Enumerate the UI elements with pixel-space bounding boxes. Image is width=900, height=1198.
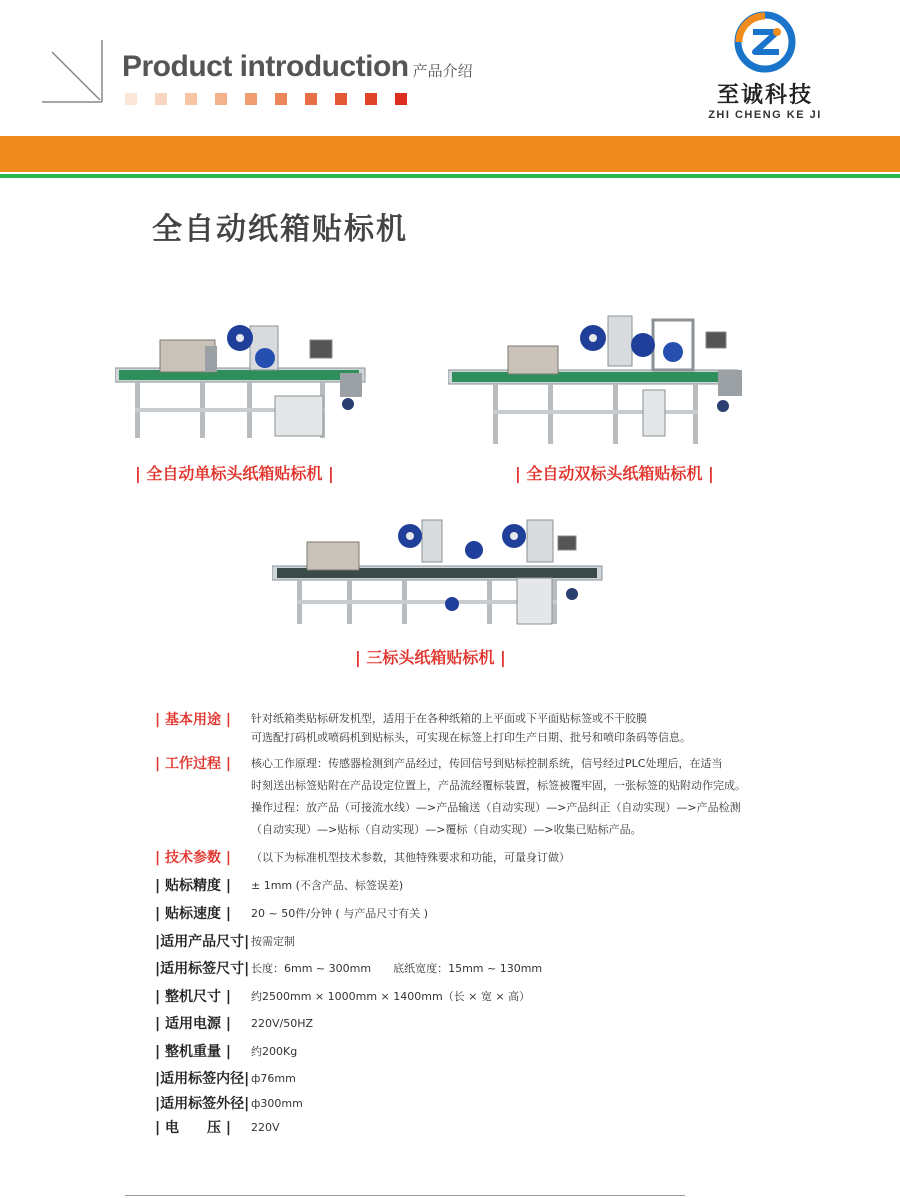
spec-value: 20 ~ 50件/分钟 ( 与产品尺寸有关 ) [251, 907, 428, 920]
spec-line: 针对纸箱类贴标研发机型，适用于在各种纸箱的上平面或下平面贴标签或不干胶膜 [251, 712, 647, 725]
spec-value: 按需定制 [251, 935, 295, 948]
gradient-square [365, 93, 377, 105]
gradient-squares [125, 93, 407, 105]
spec-value [251, 753, 746, 841]
spec-line: （自动实现）—>贴标（自动实现）—>覆标（自动实现）—>收集已贴标产品。 [251, 823, 642, 836]
spec-line: 时刻送出标签贴附在产品设定位置上，产品流经覆标装置，标签被覆牢固，一张标签的贴附动作完成。 [251, 779, 746, 792]
bottom-divider [125, 1195, 685, 1196]
spec-value: ф300mm [251, 1097, 303, 1110]
spec-label: |适用标签外径| [155, 1096, 250, 1112]
spec-row [155, 1068, 855, 1090]
brand-name: 至诚科技 [716, 83, 813, 108]
spec-row [155, 1041, 855, 1063]
brand-logo [700, 10, 830, 120]
page-title: 全自动纸箱贴标机 [152, 212, 408, 247]
spec-value [251, 709, 691, 747]
spec-label: | 整机重量 | [155, 1044, 231, 1060]
spec-row [155, 903, 855, 925]
spec-value [251, 958, 542, 980]
gradient-square [395, 93, 407, 105]
spec-label: | 贴标速度 | [155, 906, 231, 922]
brand-subtitle: ZHI CHENG KE JI [708, 109, 822, 121]
gradient-square [155, 93, 167, 105]
spec-label: |适用产品尺寸| [155, 934, 250, 950]
spec-value: 约2500mm × 1000mm × 1400mm（长 × 宽 × 高） [251, 990, 531, 1003]
spec-value: 220V [251, 1121, 280, 1134]
spec-label: | 工作过程 | [155, 756, 231, 772]
spec-tech [155, 847, 855, 869]
caption-double-head: | 全自动双标头纸箱贴标机 | [515, 464, 714, 483]
header-title-en: Product introduction [122, 50, 409, 83]
spec-row [155, 986, 855, 1008]
spec-row [155, 875, 855, 897]
gradient-square [275, 93, 287, 105]
spec-label: |适用标签尺寸| [155, 961, 250, 977]
spec-process [155, 753, 855, 841]
double-head-labeler-image [448, 310, 753, 450]
single-head-labeler-image [115, 318, 385, 446]
spec-row [155, 1117, 855, 1139]
spec-label: | 基本用途 | [155, 712, 231, 728]
gradient-square [185, 93, 197, 105]
green-divider [0, 174, 900, 178]
spec-line: 核心工作原理：传感器检测到产品经过，传回信号到贴标控制系统，信号经过PLC处理后，在适当 [251, 757, 723, 770]
spec-label: | 整机尺寸 | [155, 989, 231, 1005]
caption-single-head: | 全自动单标头纸箱贴标机 | [135, 464, 334, 483]
header-title [122, 50, 473, 84]
caption-triple-head: | 三标头纸箱贴标机 | [355, 648, 506, 667]
spec-label: | 技术参数 | [155, 850, 231, 866]
spec-label: | 贴标精度 | [155, 878, 231, 894]
spec-row [155, 1093, 855, 1115]
spec-value: （以下为标准机型技术参数，其他特殊要求和功能，可量身订做） [251, 851, 570, 864]
spec-value: ± 1mm (不含产品、标签误差) [251, 879, 404, 892]
spec-row [155, 958, 855, 980]
brand-logo-icon [733, 10, 797, 74]
gradient-square [245, 93, 257, 105]
spec-value: 220V/50HZ [251, 1017, 314, 1030]
spec-row [155, 931, 855, 953]
spec-row [155, 1013, 855, 1035]
gradient-square [335, 93, 347, 105]
spec-value-length: 长度：6mm ~ 300mm [251, 962, 372, 975]
spec-usage [155, 709, 855, 747]
spec-label: | 电 压 | [155, 1120, 231, 1136]
gradient-square [305, 93, 317, 105]
spec-label: | 适用电源 | [155, 1016, 231, 1032]
corner-arrow-icon [40, 40, 104, 104]
triple-head-labeler-image [272, 516, 604, 628]
spec-value: 约200Kg [251, 1045, 298, 1058]
spec-label: |适用标签内径| [155, 1071, 250, 1087]
gradient-square [215, 93, 227, 105]
spec-value-width: 底纸宽度：15mm ~ 130mm [393, 962, 543, 975]
gradient-square [125, 93, 137, 105]
header-title-cn: 产品介绍 [412, 62, 473, 80]
spec-line: 可选配打码机或喷码机到贴标头，可实现在标签上打印生产日期、批号和喷印条码等信息。 [251, 731, 691, 744]
spec-value: ф76mm [251, 1072, 296, 1085]
spec-line: 操作过程：放产品（可接流水线）—>产品输送（自动实现）—>产品纠正（自动实现）—>产品检测 [251, 801, 741, 814]
orange-band [0, 136, 900, 172]
